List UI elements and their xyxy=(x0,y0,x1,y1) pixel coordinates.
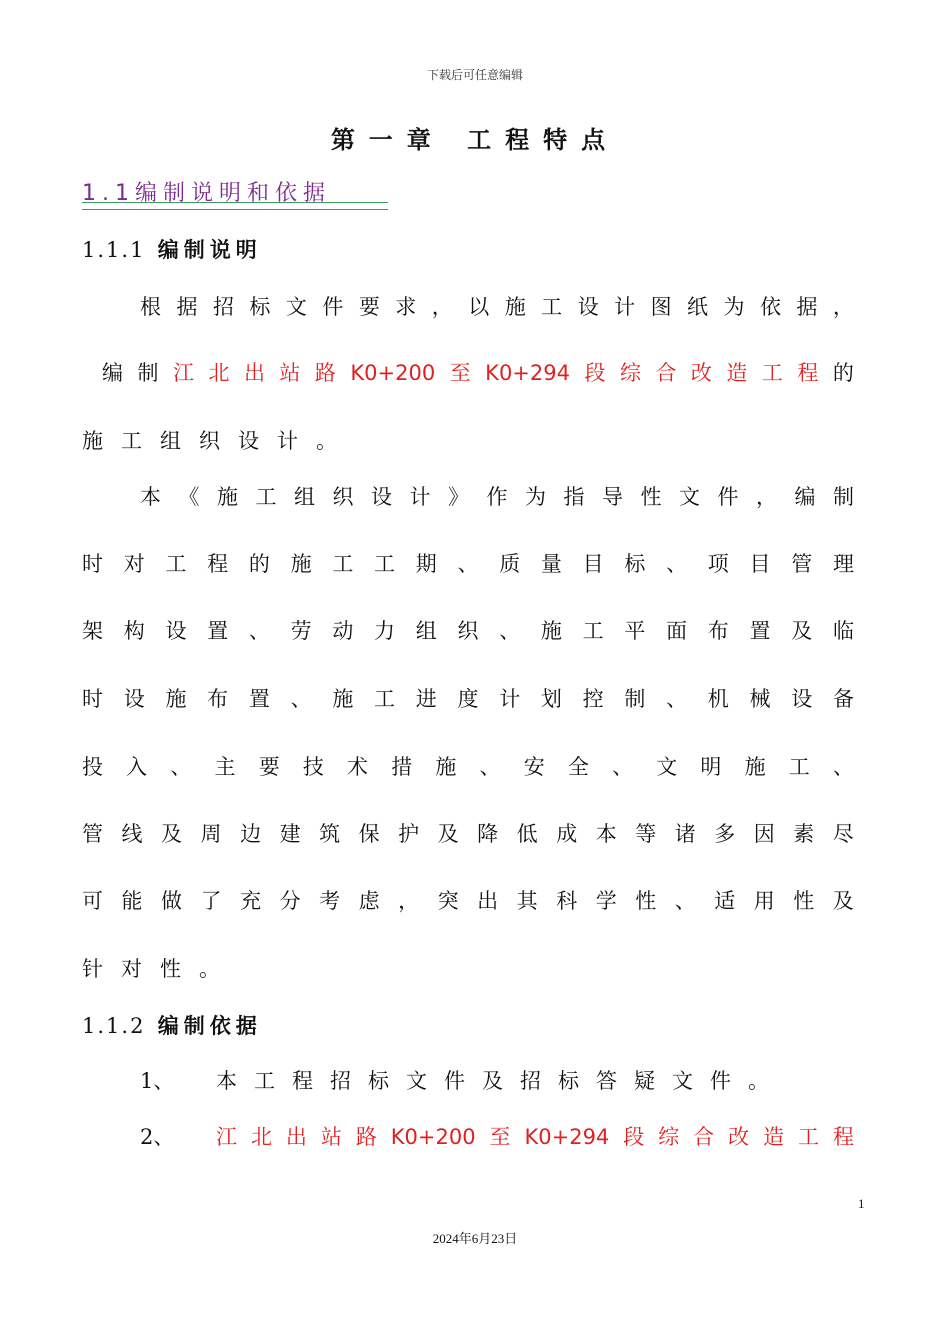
paragraph-line: 可 能 做 了 充 分 考 虑 ， 突 出 其 科 学 性 、 适 用 性 及 xyxy=(82,889,854,913)
subsection-label: 编制依据 xyxy=(157,1014,262,1038)
paragraph-line: 管 线 及 周 边 建 筑 保 护 及 降 低 成 本 等 诸 多 因 素 尽 xyxy=(82,822,854,846)
paragraph-line: 投 入 、 主 要 技 术 措 施 、 安 全 、 文 明 施 工 、 xyxy=(82,755,854,779)
paragraph-line: 根 据 招 标 文 件 要 求 ， 以 施 工 设 计 图 纸 为 依 据 ， xyxy=(140,295,854,319)
subsection-title-1-1-2 xyxy=(82,1010,262,1040)
header-note: 下载后可任意编辑 xyxy=(426,68,523,82)
paragraph-line: 施工组织设计。 xyxy=(82,429,355,453)
paragraph-line: 架 构 设 置 、 劳 动 力 组 织 、 施 工 平 面 布 置 及 临 xyxy=(82,619,854,643)
subsection-number: 1.1.1 xyxy=(82,238,146,262)
subsection-title-1-1-1 xyxy=(82,234,262,264)
paragraph-line: 针对性。 xyxy=(82,957,238,981)
paragraph-line: 江 北 出 站 路 K0+200 至 K0+294 段 综 合 改 造 工 程 xyxy=(216,1125,854,1149)
paragraph-line: 编 制 江 北 出 站 路 K0+200 至 K0+294 段 综 合 改 造 工 程 的 xyxy=(102,361,854,385)
list-item-number: 1、 xyxy=(140,1069,175,1093)
list-item-number: 2、 xyxy=(140,1125,175,1149)
paragraph-line: 时 对 工 程 的 施 工 工 期 、 质 量 目 标 、 项 目 管 理 xyxy=(82,552,854,576)
list-item-text: 本工程招标文件及招标答疑文件。 xyxy=(216,1069,786,1093)
section-title: 1.1编制说明和依据 xyxy=(82,181,331,206)
section-title-underline xyxy=(82,202,388,210)
footer-date: 2024年6月23日 xyxy=(432,1231,518,1246)
paragraph-line: 时 设 施 布 置 、 施 工 进 度 计 划 控 制 、 机 械 设 备 xyxy=(82,687,854,711)
subsection-label: 编制说明 xyxy=(157,238,262,262)
chapter-title: 第一章 工程特点 xyxy=(330,126,620,154)
subsection-number: 1.1.2 xyxy=(82,1014,146,1038)
page-number: 1 xyxy=(858,1196,865,1211)
paragraph-line: 本 《 施 工 组 织 设 计 》 作 为 指 导 性 文 件 ， 编 制 xyxy=(140,485,854,509)
